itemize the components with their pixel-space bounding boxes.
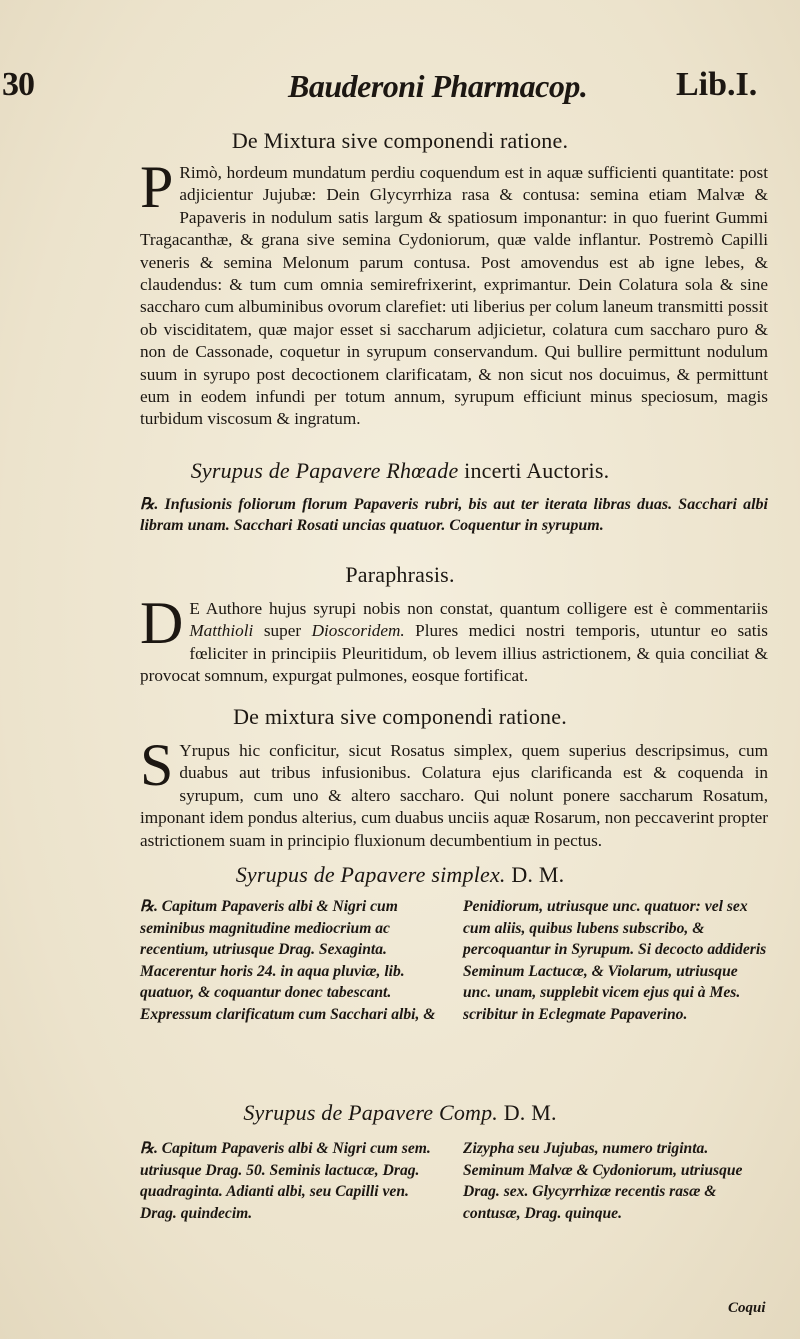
paragraph-text-2: super [253, 621, 312, 641]
heading-italic: Syrupus de Papavere Comp. [243, 1100, 499, 1125]
paragraph-text: Rimò, hordeum mundatum perdiu coquendum est in aquæ sufficienti quantitate: post adjicientur Jujubæ: Dein Glycyrrhiza rasa & contusa: semina etiam Malvæ & Papaveris in nodulum satis largum & spatiosum imponantur: in quo fuerint Gummi Tragacanthæ, & grana sive semina Cydoniorum, quæ valde inflantur. Postremò Capilli veneris & semina Melonum parum contusa. Post amovendus est ab igne lebes, & claudendus: & tum cum omnia semirefrixerint, exprimantur. Dein Colatura sola & sine saccharo cum albuminibus ovorum clarefiet: uti liberius per colum laneum transmitti possit ob visciditatem, quæ major esset si saccharum adjicietur, colatura cum saccharo puro & non de Cassonade, coquetur in syrupum conservandum. Qui bullire permittunt nodulum suum in syrupo post decoctionem clarificatam, & non sicut nos docuimus, & permittunt eum in eodem infundi per totum annum, syrupum efficiunt minus speciosum, magis turbidum viscosum & ingratum. [140, 163, 768, 429]
drop-cap: P [140, 154, 174, 220]
author-matthioli: Matthioli [189, 621, 254, 641]
heading-italic: Syrupus de Papavere simplex. [235, 862, 506, 887]
recipe-column-left: ℞. Capitum Papaveris albi & Nigri cum seminibus magnitudine mediocrium ac recentium, utriusque Drag. Sexaginta. Macerentur horis 24. in aqua pluviæ, lib. quatuor, & coquantur donec tabescant. Expressum clarificatum cum Sacchari albi, & [140, 898, 436, 1023]
recipe-column-left: ℞. Capitum Papaveris albi & Nigri cum sem. utriusque Drag. 50. Seminis lactucæ, Drag. quadraginta. Adianti albi, seu Capilli ven. Drag. quindecim. [140, 1140, 431, 1222]
running-title: Bauderoni Pharmacop. [288, 68, 588, 104]
recipe-column-right: Zizypha seu Jujubas, numero triginta. Seminum Malvæ & Cydoniorum, utriusque Drag. sex. Glycyrrhizæ recentis rasæ & contusæ, Drag. quinque. [463, 1140, 743, 1222]
paragraph-prima [140, 154, 768, 431]
heading-italic: Syrupus de Papavere Rhœade [190, 458, 459, 483]
section-heading-compositus [0, 1100, 800, 1126]
section-heading-simplex [0, 862, 800, 888]
author-dioscoridem: Dioscoridem. [311, 621, 405, 641]
recipe-simplex [140, 896, 768, 1025]
recipe-compositus [140, 1138, 768, 1224]
section-heading-paraphrasis: Paraphrasis. [345, 562, 455, 587]
heading-rest: D. M. [498, 1100, 557, 1125]
paragraph-paraphrasis [140, 590, 768, 688]
running-head [0, 66, 800, 116]
page-number: 30 [2, 66, 34, 103]
heading-rest: incerti Auctoris. [458, 458, 610, 483]
section-heading-mixtura: De Mixtura sive componendi ratione. [231, 128, 569, 153]
book-number: Lib.I. [676, 66, 758, 103]
section-heading-rhoeade [0, 458, 800, 484]
drop-cap: D [140, 590, 184, 656]
paragraph-text: Yrupus hic conficitur, sicut Rosatus simplex, quem superius descripsimus, cum duabus aut tribus infusionibus. Colatura ejus clarificanda est & coquenda in syrupum, cum uno & altero saccharo. Qui nolunt ponere saccharum Rosatum, imponant idem pondus alterius, cum duabus unciis aquæ Rosarum, non peccaverint propter astrictionem suam in principio fluxionum decumbentium in pectus. [140, 741, 768, 850]
section-heading-mixtura-2: De mixtura sive componendi ratione. [233, 704, 567, 729]
paragraph-text: E Authore hujus syrupi nobis non constat, quantum colligere est è commentariis [189, 599, 768, 618]
recipe-column-right: Penidiorum, utriusque unc. quatuor: vel sex cum aliis, quibus lubens subscribo, & percoquantur in Syrupum. Si decocto addideris Seminum Lactucæ, & Violarum, utriusque unc. unam, supplebit vicem ejus qui à Mes. scribitur in Eclegmate Papaverino. [463, 898, 767, 1023]
paragraph-syrupus [140, 732, 768, 852]
heading-rest: D. M. [505, 862, 565, 887]
catchword: Coqui [728, 1300, 766, 1316]
recipe-rhoeade: ℞. Infusionis foliorum florum Papaveris rubri, bis aut ter iterata libras duas. Sacchari albi libram unam. Sacchari Rosati uncias quatuor. Coquentur in syrupum. [140, 496, 768, 534]
paragraph-text-3: Plures medici nostri temporis, utuntur eo satis fœliciter in principiis Pleuritidum, ob levem illius astrictionem, & quia conciliat & provocat somnum, expurgat pulmones, eosque fortificat. [140, 621, 768, 686]
drop-cap: S [140, 732, 174, 798]
